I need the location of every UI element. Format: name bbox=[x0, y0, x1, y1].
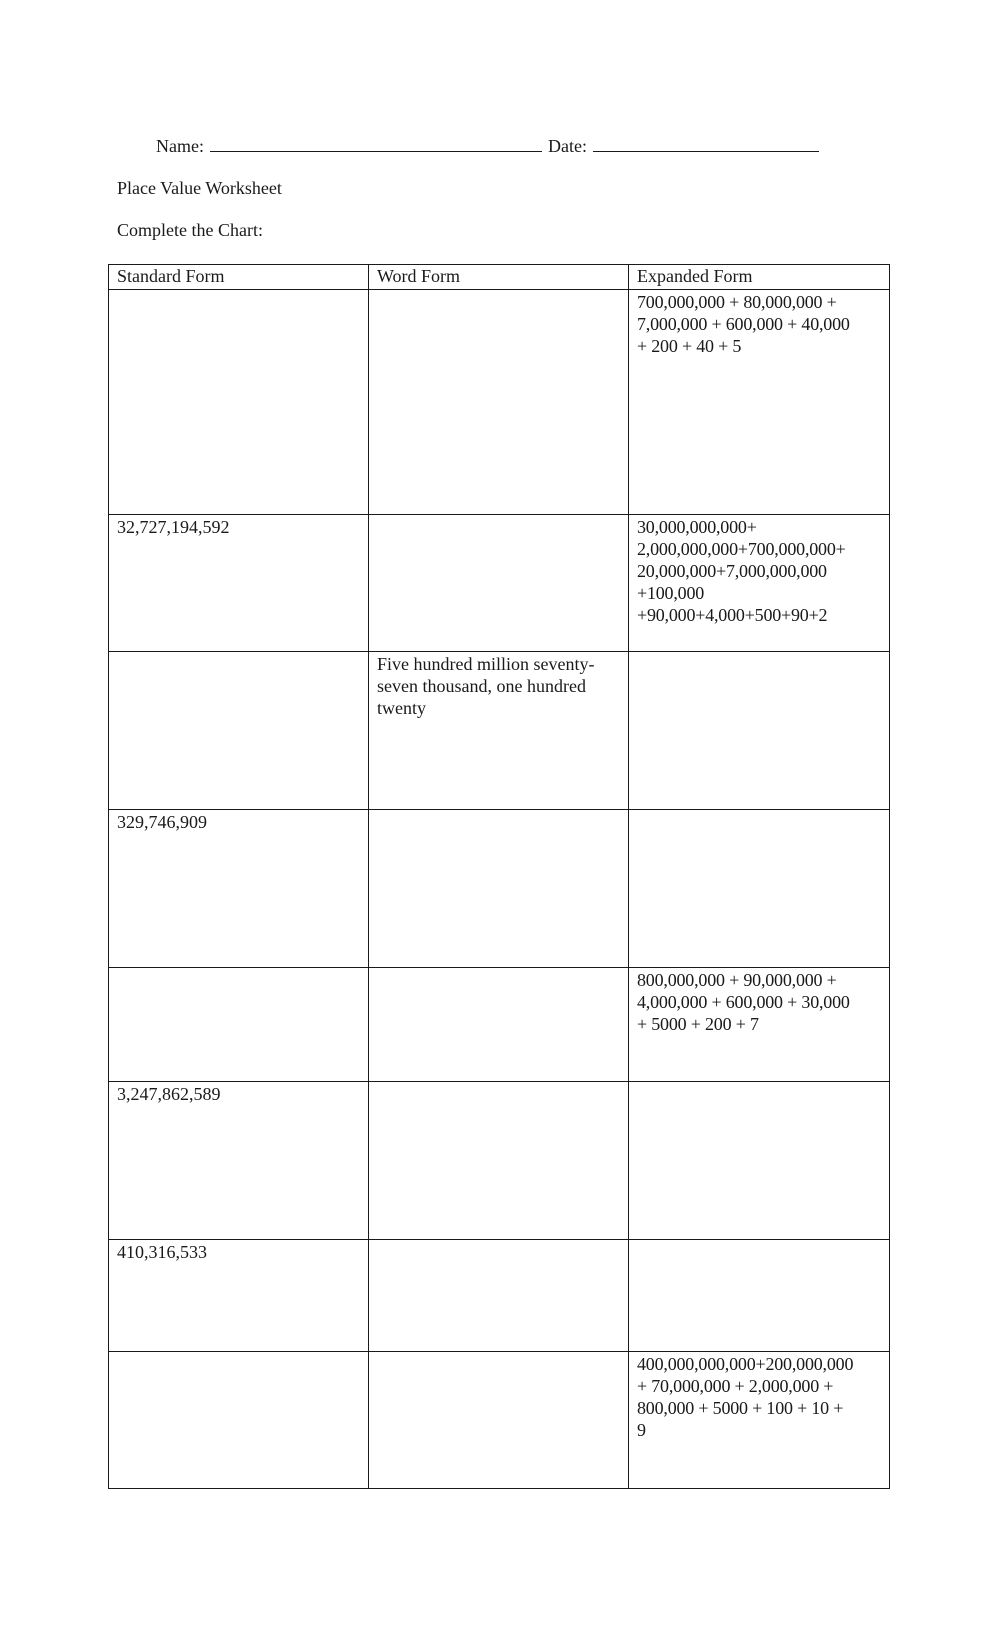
date-blank-field[interactable] bbox=[593, 137, 819, 152]
standard-form-cell[interactable] bbox=[109, 968, 369, 1082]
place-value-chart bbox=[108, 264, 890, 1489]
word-form-cell[interactable] bbox=[369, 1352, 629, 1489]
date-label: Date: bbox=[547, 136, 587, 156]
instructions: Complete the Chart: bbox=[117, 220, 263, 240]
word-form-cell[interactable] bbox=[369, 968, 629, 1082]
standard-form-cell[interactable] bbox=[109, 1352, 369, 1489]
table-row bbox=[109, 810, 890, 968]
table-row bbox=[109, 1082, 890, 1240]
header-word-form: Word Form bbox=[369, 265, 629, 290]
standard-form-cell: 410,316,533 bbox=[109, 1240, 369, 1352]
worksheet-title: Place Value Worksheet bbox=[117, 178, 282, 198]
name-date-line bbox=[156, 136, 819, 157]
standard-form-cell[interactable] bbox=[109, 290, 369, 515]
word-form-cell[interactable] bbox=[369, 1082, 629, 1240]
standard-form-cell[interactable] bbox=[109, 652, 369, 810]
word-form-cell[interactable] bbox=[369, 515, 629, 652]
standard-form-cell: 32,727,194,592 bbox=[109, 515, 369, 652]
expanded-form-cell: 400,000,000,000+200,000,000 + 70,000,000 + 2,000,000 + 800,000 + 5000 + 100 + 10 + 9 bbox=[629, 1352, 890, 1489]
word-form-cell[interactable] bbox=[369, 1240, 629, 1352]
expanded-form-cell[interactable] bbox=[629, 810, 890, 968]
expanded-form-cell: 700,000,000 + 80,000,000 + 7,000,000 + 600,000 + 40,000 + 200 + 40 + 5 bbox=[629, 290, 890, 515]
expanded-form-cell[interactable] bbox=[629, 1240, 890, 1352]
name-label: Name: bbox=[156, 136, 204, 156]
word-form-cell[interactable] bbox=[369, 810, 629, 968]
table-row bbox=[109, 515, 890, 652]
header-expanded-form: Expanded Form bbox=[629, 265, 890, 290]
standard-form-cell: 3,247,862,589 bbox=[109, 1082, 369, 1240]
table-row bbox=[109, 1352, 890, 1489]
expanded-form-cell[interactable] bbox=[629, 652, 890, 810]
standard-form-cell: 329,746,909 bbox=[109, 810, 369, 968]
name-blank-field[interactable] bbox=[210, 137, 542, 152]
table-row bbox=[109, 290, 890, 515]
chart-header-row bbox=[109, 265, 890, 290]
expanded-form-cell: 800,000,000 + 90,000,000 + 4,000,000 + 600,000 + 30,000 + 5000 + 200 + 7 bbox=[629, 968, 890, 1082]
table-row bbox=[109, 968, 890, 1082]
header-standard-form: Standard Form bbox=[109, 265, 369, 290]
expanded-form-cell: 30,000,000,000+ 2,000,000,000+700,000,000+ 20,000,000+7,000,000,000 +100,000 +90,000+4,000+500+90+2 bbox=[629, 515, 890, 652]
expanded-form-cell[interactable] bbox=[629, 1082, 890, 1240]
word-form-cell: Five hundred million seventy- seven thousand, one hundred twenty bbox=[369, 652, 629, 810]
table-row bbox=[109, 1240, 890, 1352]
table-row bbox=[109, 652, 890, 810]
word-form-cell[interactable] bbox=[369, 290, 629, 515]
